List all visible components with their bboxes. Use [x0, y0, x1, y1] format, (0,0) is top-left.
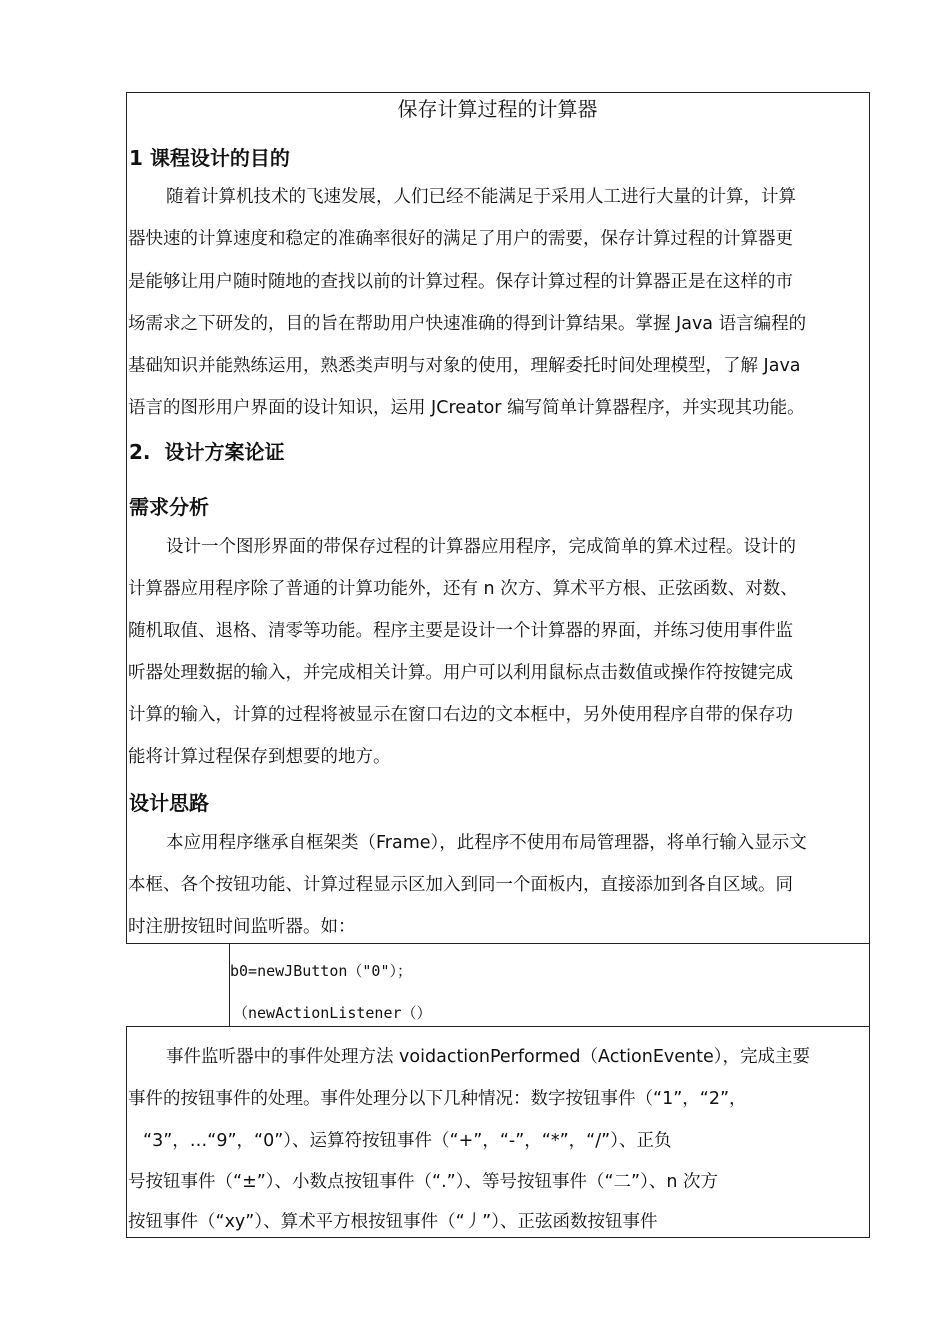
section-heading-purpose: 1 课程设计的目的: [129, 146, 290, 170]
subheading-design-ideas: 设计思路: [129, 791, 209, 815]
paragraph-line: 是能够让用户随时随地的查找以前的计算过程。保存计算过程的计算器正是在这样的市: [128, 272, 793, 292]
paragraph-line: 按钮事件（“xy”）、算术平方根按钮事件（“丿”）、正弦函数按钮事件: [128, 1212, 658, 1232]
code-line: b0=newJButton（"0"）；: [230, 962, 412, 980]
paragraph-line: 本框、各个按钮功能、计算过程显示区加入到同一个面板内，直接添加到各自区域。同: [128, 875, 793, 895]
page-title: 保存计算过程的计算器: [397, 97, 598, 121]
paragraph-line: 时注册按钮时间监听器。如：: [128, 917, 356, 937]
paragraph-line: 场需求之下研发的，目的旨在帮助用户快速准确的得到计算结果。掌握 Java 语言编程的: [128, 314, 807, 334]
paragraph-line: 计算的输入，计算的过程将被显示在窗口右边的文本框中，另外使用程序自带的保存功: [128, 705, 793, 725]
main-content-frame: [126, 92, 870, 944]
code-line: （newActionListener（）: [233, 1004, 432, 1022]
paragraph-line: 随着计算机技术的飞速发展，人们已经不能满足于采用人工进行大量的计算，计算: [166, 187, 796, 207]
paragraph-line: 器快速的计算速度和稳定的准确率很好的满足了用户的需要，保存计算过程的计算器更: [128, 229, 793, 249]
section-heading-design: 2. 设计方案论证: [129, 440, 285, 464]
paragraph-line: 语言的图形用户界面的设计知识，运用 JCreator 编写简单计算器程序，并实现其功能。: [128, 398, 805, 418]
paragraph-line: 设计一个图形界面的带保存过程的计算器应用程序，完成简单的算术过程。设计的: [166, 537, 796, 557]
paragraph-line: 基础知识并能熟练运用，熟悉类声明与对象的使用，理解委托时间处理模型，了解 Java: [128, 356, 801, 376]
paragraph-line: 能将计算过程保存到想要的地方。: [128, 747, 391, 767]
paragraph-line: 本应用程序继承自框架类（Frame），此程序不使用布局管理器，将单行输入显示文: [166, 833, 807, 853]
paragraph-line: 听器处理数据的输入，并完成相关计算。用户可以利用鼠标点击数值或操作符按键完成: [128, 663, 793, 683]
paragraph-line: 号按钮事件（“±”）、小数点按钮事件（“.”）、等号按钮事件（“二”）、n 次方: [128, 1172, 719, 1192]
paragraph-line: 计算器应用程序除了普通的计算功能外，还有 n 次方、算术平方根、正弦函数、对数、: [128, 579, 798, 599]
subheading-requirements: 需求分析: [129, 495, 209, 519]
paragraph-line: 事件的按钮事件的处理。事件处理分以下几种情况：数字按钮事件（“1”，“2”，: [128, 1089, 747, 1109]
paragraph-line: “3”，…“9”，“0”）、运算符按钮事件（“+”，“-”，“*”，“/”）、正负: [143, 1131, 672, 1151]
paragraph-line: 事件监听器中的事件处理方法 voidactionPerformed（ActionEvente），完成主要: [166, 1047, 810, 1067]
paragraph-line: 随机取值、退格、清零等功能。程序主要是设计一个计算器的界面，并练习使用事件监: [128, 621, 793, 641]
